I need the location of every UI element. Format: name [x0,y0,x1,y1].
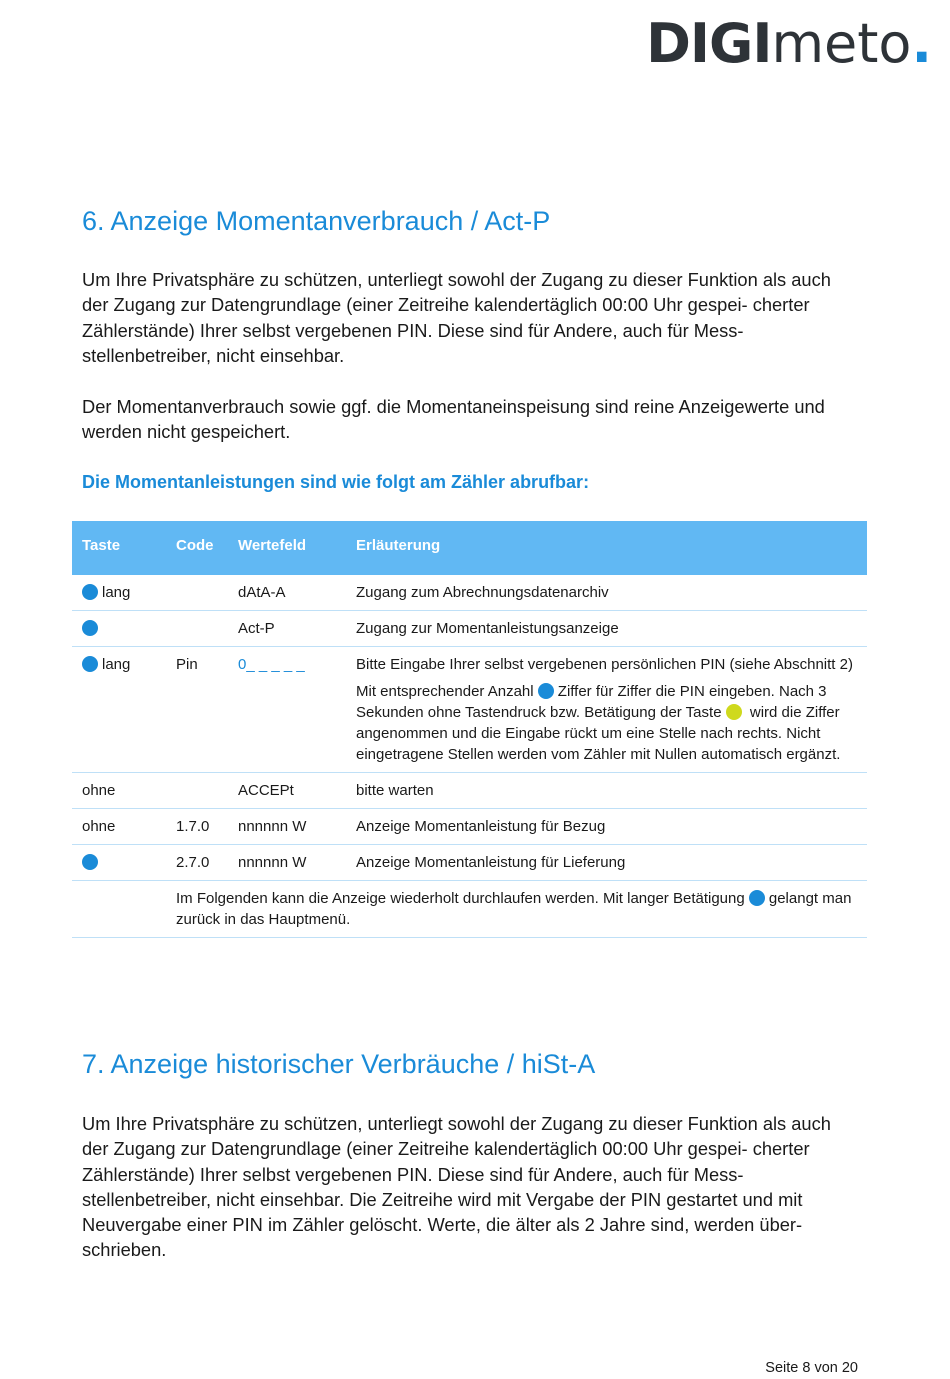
cell-code [166,575,228,611]
cell-empty [72,881,166,938]
cell-code [166,773,228,809]
cell-wertefeld: nnnnnn W [228,845,346,881]
section-7-paragraph-1: Um Ihre Privatsphäre zu schützen, unterliegt sowohl der Zugang zu dieser Funktion als auch der Zugang zur Datengrundlage (einer Zeitreihe kalendertäglich 00:00 Uhr gespei- cherter Zählerstände) Ihrer selbst vergebenen PIN. Diese sind für Andere, auch für Mess- stellenbetreiber, nicht einsehbar. Die Zeitreihe wird mit Vergabe der PIN gestartet und mit Neuvergabe einer PIN im Zähler gelöscht. Werte, die älter als 2 Jahre sind, werden über- schrieben. [82,1113,831,1261]
header-erlaeuterung: Erläuterung [346,521,867,575]
cell-erlaeuterung [346,647,867,773]
cell-wertefeld: ACCEPt [228,773,346,809]
cell-wertefeld: Act-P [228,611,346,647]
section-6-paragraph-2: Der Momentanverbrauch sowie ggf. die Momentaneinspeisung sind reine Anzeigewerte und werden nicht gespeichert. [82,396,825,443]
cell-taste: ohne [72,773,166,809]
header-taste: Taste [72,521,166,575]
section-6-subheading: Die Momentanleistungen sind wie folgt am Zähler abrufbar: [82,472,590,492]
logo-bold-part: DIGI [646,12,772,75]
header-code: Code [166,521,228,575]
table-row [72,845,867,881]
blue-button-icon [82,620,98,636]
momentanleistung-table [72,521,867,938]
blue-button-icon [82,656,98,672]
cell-taste [72,575,166,611]
cell-taste [72,647,166,773]
cell-erlaeuterung: Anzeige Momentanleistung für Bezug [346,809,867,845]
blue-button-icon [82,584,98,600]
pin-instruction: Bitte Eingabe Ihrer selbst vergebenen persönlichen PIN (siehe Abschnitt 2) [356,656,853,673]
taste-text: lang [102,656,131,673]
blue-button-icon [749,890,765,906]
table-note-row [72,881,867,938]
cell-code: 2.7.0 [166,845,228,881]
table-row [72,809,867,845]
pin-instruction-detail: Mit entsprechender Anzahl Ziffer für Ziffer die PIN eingeben. Nach 3 Sekunden ohne Tastendruck bzw. Betätigung der Taste wird die Ziffer angenommen und die Eingabe rückt um eine Stelle nach rechts. Nicht eingetragene Stellen werden vom Zähler mit Nullen automatisch ergänzt. [356,683,841,763]
pin-value: 0_ _ _ _ _ [238,656,305,673]
cell-erlaeuterung: Zugang zum Abrechnungsdatenarchiv [346,575,867,611]
table-row [72,611,867,647]
header-wertefeld: Wertefeld [228,521,346,575]
cell-wertefeld: nnnnnn W [228,809,346,845]
yellow-button-icon [726,704,742,720]
cell-erlaeuterung: bitte warten [346,773,867,809]
section-6-paragraph-1: Um Ihre Privatsphäre zu schützen, unterliegt sowohl der Zugang zu dieser Funktion als auch der Zugang zur Datengrundlage (einer Zeitreihe kalendertäglich 00:00 Uhr gespei- cherter Zählerstände) Ihrer selbst vergebenen PIN. Diese sind für Andere, auch für Mess- stellenbetreiber, nicht einsehbar. [82,269,831,366]
cell-wertefeld [228,647,346,773]
cell-note: Im Folgenden kann die Anzeige wiederholt durchlaufen werden. Mit langer Betätigung gelangt man zurück in das Hauptmenü. [166,881,867,938]
cell-wertefeld: dAtA-A [228,575,346,611]
blue-button-icon [538,683,554,699]
cell-code [166,611,228,647]
cell-taste [72,611,166,647]
table-row [72,575,867,611]
cell-code: Pin [166,647,228,773]
logo-dot: . [911,12,932,75]
taste-text: lang [102,584,131,601]
company-logo [646,14,932,74]
blue-button-icon [82,854,98,870]
table-row [72,773,867,809]
cell-taste [72,845,166,881]
cell-erlaeuterung: Zugang zur Momentanleistungsanzeige [346,611,867,647]
page-number: Seite 8 von 20 [765,1360,858,1376]
cell-code: 1.7.0 [166,809,228,845]
cell-erlaeuterung: Anzeige Momentanleistung für Lieferung [346,845,867,881]
section-7-title: 7. Anzeige historischer Verbräuche / hiSt-A [82,1049,596,1079]
table-header-row [72,521,867,575]
table-row [72,647,867,773]
section-6-title: 6. Anzeige Momentanverbrauch / Act-P [82,206,551,236]
cell-taste: ohne [72,809,166,845]
logo-light-part: meto [771,12,912,75]
